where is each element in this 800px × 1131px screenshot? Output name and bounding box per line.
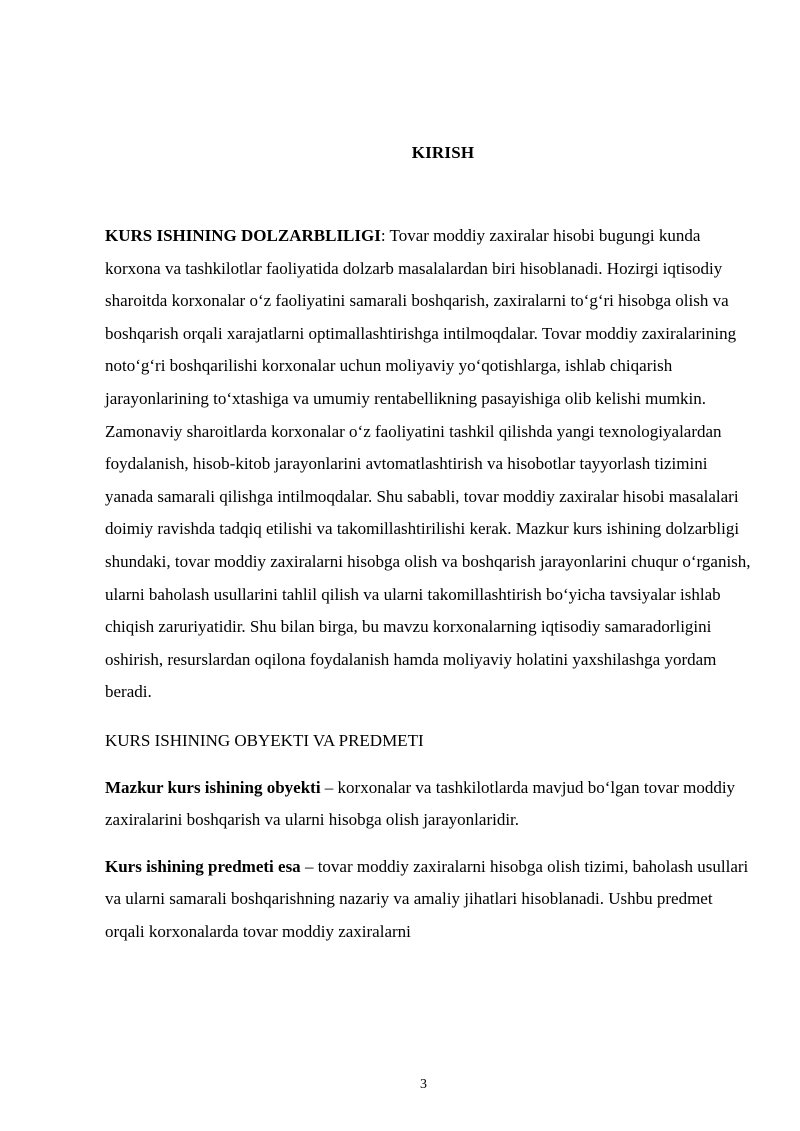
object-lead: Mazkur kurs ishining obyekti xyxy=(105,777,321,797)
body-text xyxy=(105,220,755,948)
object-text: – korxonalar va tashkilotlarda mavjud bo‘lgan tovar moddiy zaxiralarini boshqarish va ularni hisobga olish jarayonlaridir. xyxy=(105,777,736,830)
relevance-lead: KURS ISHINING DOLZARBLILIGI xyxy=(105,226,381,245)
section-title: KURS ISHINING OBYEKTI VA PREDMETI xyxy=(105,730,424,750)
relevance-paragraph xyxy=(105,220,755,709)
subject-text: – tovar moddiy zaxiralarni hisobga olish tizimi, baholash usullari va ularni samarali boshqarishning nazariy va amaliy jihatlari hisoblanadi. Ushbu predmet orqali korxonalarda tovar moddiy zaxiralarni xyxy=(105,856,749,941)
subject-lead: Kurs ishining predmeti esa xyxy=(105,856,301,876)
subject-paragraph xyxy=(105,851,755,949)
relevance-text: : Tovar moddiy zaxiralar hisobi bugungi kunda korxona va tashkilotlar faoliyatida dolzarb masalalardan biri hisoblanadi. Hozirgi iqtisodiy sharoitda korxonalar o‘z faoliyatini samarali boshqarish, zaxiralarni to‘g‘ri hisobga olish va boshqarish orqali xarajatlarni optimallashtirishga intilmoqdalar. Tovar moddiy zaxiralarining noto‘g‘ri boshqarilishi korxonalar uchun moliyaviy yo‘qotishlarga, ishlab chiqarish jarayonlarining to‘xtashiga va umumiy rentabellikning pasayishiga olib kelishi mumkin. Zamonaviy sharoitlarda korxonalar o‘z faoliyatini tashkil qilishda yangi texnologiyalardan foydalanish, hisob-kitob jarayonlarini avtomatlashtirish va hisobotlar tayyorlash tizimini yanada samarali qilishga intilmoqdalar. Shu sababli, tovar moddiy zaxiralar hisobi masalalari doimiy ravishda tadqiq etilishi va takomillashtirilishi kerak. Mazkur kurs ishining dolzarbligi shundaki, tovar moddiy zaxiralarni hisobga olish va boshqarish jarayonlarini chuqur o‘rganish, ularni baholash usullarini tahlil qilish va ularni takomillashtirish bo‘yicha tavsiyalar ishlab chiqish zaruriyatidir. Shu bilan birga, bu mavzu korxonalarning iqtisodiy samaradorligini oshirish, resurslardan oqilona foydalanish hamda moliyaviy holatini yaxshilashga yordam beradi. xyxy=(105,226,751,702)
page-number: 3 xyxy=(420,1077,427,1092)
object-paragraph xyxy=(105,772,755,837)
page-heading: KIRISH xyxy=(411,143,475,162)
